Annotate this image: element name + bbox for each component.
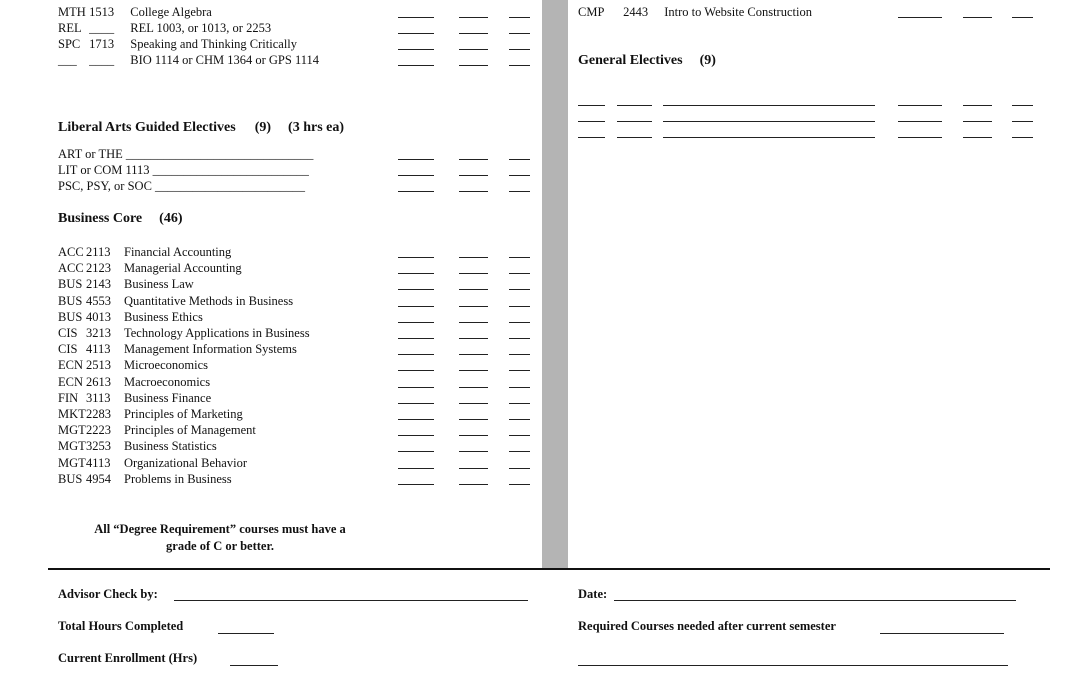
grade-blank[interactable] xyxy=(459,17,488,18)
grade-blank[interactable] xyxy=(459,451,488,452)
grade-blank[interactable] xyxy=(398,273,434,274)
grade-blank[interactable] xyxy=(509,322,530,323)
grade-blank[interactable] xyxy=(963,17,992,18)
grade-blank[interactable] xyxy=(398,451,434,452)
elective-blank[interactable] xyxy=(663,121,875,122)
grade-blank[interactable] xyxy=(459,65,488,66)
course-row: CIS 4113 Management Information Systems xyxy=(58,342,297,357)
elective-blank[interactable] xyxy=(898,121,942,122)
grade-blank[interactable] xyxy=(509,33,530,34)
grade-blank[interactable] xyxy=(509,419,530,420)
liberal-arts-row: LIT or COM 1113 _________________________ xyxy=(58,163,309,177)
grade-blank[interactable] xyxy=(398,419,434,420)
grade-requirement-note: All “Degree Requirement” courses must have a grade of C or better. xyxy=(94,522,346,553)
grade-blank[interactable] xyxy=(398,17,434,18)
advisor-check-label: Advisor Check by: xyxy=(58,587,158,601)
course-row: MKT2283 Principles of Marketing xyxy=(58,407,243,421)
total-hours-field[interactable] xyxy=(218,633,274,634)
grade-blank[interactable] xyxy=(459,175,488,176)
date-field[interactable] xyxy=(614,600,1016,601)
grade-blank[interactable] xyxy=(459,403,488,404)
course-row: ACC 2113 Financial Accounting xyxy=(58,245,232,259)
elective-blank[interactable] xyxy=(663,105,875,106)
course-row: FIN 3113 Business Finance xyxy=(58,390,212,405)
elective-blank[interactable] xyxy=(617,137,652,138)
grade-blank[interactable] xyxy=(509,273,530,274)
grade-blank[interactable] xyxy=(459,338,488,339)
course-row: MTH 1513 College Algebra xyxy=(58,5,212,19)
course-row: BUS 4954 Problems in Business xyxy=(58,471,232,486)
elective-blank[interactable] xyxy=(898,137,942,138)
grade-blank[interactable] xyxy=(509,451,530,452)
advisor-check-field[interactable] xyxy=(174,600,528,601)
grade-blank[interactable] xyxy=(459,370,488,371)
grade-blank[interactable] xyxy=(398,306,434,307)
grade-blank[interactable] xyxy=(398,435,434,436)
course-row: CIS 3213 Technology Applications in Business xyxy=(58,326,310,340)
grade-blank[interactable] xyxy=(398,468,434,469)
grade-blank[interactable] xyxy=(509,354,530,355)
required-courses-field[interactable] xyxy=(880,633,1004,634)
business-core-heading: Business Core (46) xyxy=(58,211,183,226)
grade-blank[interactable] xyxy=(509,306,530,307)
grade-blank[interactable] xyxy=(398,257,434,258)
liberal-arts-row: PSC, PSY, or SOC ________________________ xyxy=(58,179,306,193)
grade-blank[interactable] xyxy=(459,484,488,485)
grade-blank[interactable] xyxy=(398,484,434,485)
grade-blank[interactable] xyxy=(459,289,488,290)
grade-blank[interactable] xyxy=(509,191,530,192)
course-row: SPC 1713 Speaking and Thinking Critically xyxy=(58,37,298,51)
grade-blank[interactable] xyxy=(1012,17,1033,18)
grade-blank[interactable] xyxy=(398,65,434,66)
elective-blank[interactable] xyxy=(963,121,992,122)
course-row: MGT4113 Organizational Behavior xyxy=(58,455,247,470)
grade-blank[interactable] xyxy=(459,257,488,258)
grade-blank[interactable] xyxy=(398,322,434,323)
elective-blank[interactable] xyxy=(898,105,942,106)
elective-blank[interactable] xyxy=(963,105,992,106)
grade-blank[interactable] xyxy=(459,387,488,388)
grade-blank[interactable] xyxy=(398,175,434,176)
grade-blank[interactable] xyxy=(509,468,530,469)
grade-blank[interactable] xyxy=(509,65,530,66)
grade-blank[interactable] xyxy=(509,435,530,436)
elective-blank[interactable] xyxy=(963,137,992,138)
required-courses-field-continued[interactable] xyxy=(578,665,1008,666)
course-row: MGT3253 Business Statistics xyxy=(58,439,217,454)
grade-blank[interactable] xyxy=(459,33,488,34)
course-row: BUS 4013 Business Ethics xyxy=(58,309,203,324)
grade-blank[interactable] xyxy=(898,17,942,18)
grade-blank[interactable] xyxy=(459,468,488,469)
grade-blank[interactable] xyxy=(509,387,530,388)
course-row: ECN 2613 Macroeconomics xyxy=(58,374,211,389)
grade-blank[interactable] xyxy=(459,49,488,50)
grade-blank[interactable] xyxy=(459,354,488,355)
grade-blank[interactable] xyxy=(509,403,530,404)
date-label: Date: xyxy=(578,587,608,601)
grade-blank[interactable] xyxy=(398,387,434,388)
grade-blank[interactable] xyxy=(459,419,488,420)
grade-blank[interactable] xyxy=(459,435,488,436)
grade-blank[interactable] xyxy=(398,354,434,355)
grade-blank[interactable] xyxy=(509,159,530,160)
grade-blank[interactable] xyxy=(509,338,530,339)
grade-blank[interactable] xyxy=(459,306,488,307)
current-enrollment-field[interactable] xyxy=(230,665,278,666)
grade-blank[interactable] xyxy=(509,289,530,290)
course-row: REL ____ REL 1003, or 1013, or 2253 xyxy=(58,21,272,35)
grade-blank[interactable] xyxy=(459,322,488,323)
grade-blank[interactable] xyxy=(398,33,434,34)
course-row: MGT2223 Principles of Management xyxy=(58,423,256,438)
total-hours-label: Total Hours Completed xyxy=(58,619,184,633)
grade-blank[interactable] xyxy=(509,17,530,18)
liberal-arts-row: ART or THE ______________________________ xyxy=(58,147,314,161)
grade-blank[interactable] xyxy=(398,403,434,404)
course-row: ACC 2123 Managerial Accounting xyxy=(58,261,242,276)
current-enrollment-label: Current Enrollment (Hrs) xyxy=(58,651,198,665)
grade-blank[interactable] xyxy=(459,159,488,160)
elective-blank[interactable] xyxy=(617,105,652,106)
elective-blank[interactable] xyxy=(663,137,875,138)
grade-blank[interactable] xyxy=(459,191,488,192)
general-electives-heading: General Electives (9) xyxy=(578,53,716,68)
column-divider xyxy=(542,0,568,568)
grade-blank[interactable] xyxy=(398,370,434,371)
grade-blank[interactable] xyxy=(509,175,530,176)
course-row: ___ ____ BIO 1114 or CHM 1364 or GPS 1114 xyxy=(58,53,320,67)
course-row: BUS 4553 Quantitative Methods in Business xyxy=(58,293,294,308)
grade-blank[interactable] xyxy=(398,338,434,339)
elective-blank[interactable] xyxy=(1012,121,1033,122)
elective-blank[interactable] xyxy=(617,121,652,122)
elective-blank[interactable] xyxy=(578,121,605,122)
grade-blank[interactable] xyxy=(509,370,530,371)
grade-blank[interactable] xyxy=(509,49,530,50)
course-row: BUS 2143 Business Law xyxy=(58,277,194,292)
grade-blank[interactable] xyxy=(459,273,488,274)
grade-blank[interactable] xyxy=(398,49,434,50)
course-row: CMP 2443 Intro to Website Construction xyxy=(578,5,812,19)
course-row: ECN 2513 Microeconomics xyxy=(58,358,209,373)
required-courses-label: Required Courses needed after current semester xyxy=(578,619,836,633)
grade-blank[interactable] xyxy=(509,484,530,485)
elective-blank[interactable] xyxy=(1012,105,1033,106)
elective-blank[interactable] xyxy=(578,105,605,106)
elective-blank[interactable] xyxy=(578,137,605,138)
grade-blank[interactable] xyxy=(398,159,434,160)
liberal-arts-heading: Liberal Arts Guided Electives (9) (3 hrs ea) xyxy=(58,120,345,135)
grade-blank[interactable] xyxy=(509,257,530,258)
elective-blank[interactable] xyxy=(1012,137,1033,138)
grade-blank[interactable] xyxy=(398,191,434,192)
section-rule xyxy=(48,568,1050,570)
grade-blank[interactable] xyxy=(398,289,434,290)
